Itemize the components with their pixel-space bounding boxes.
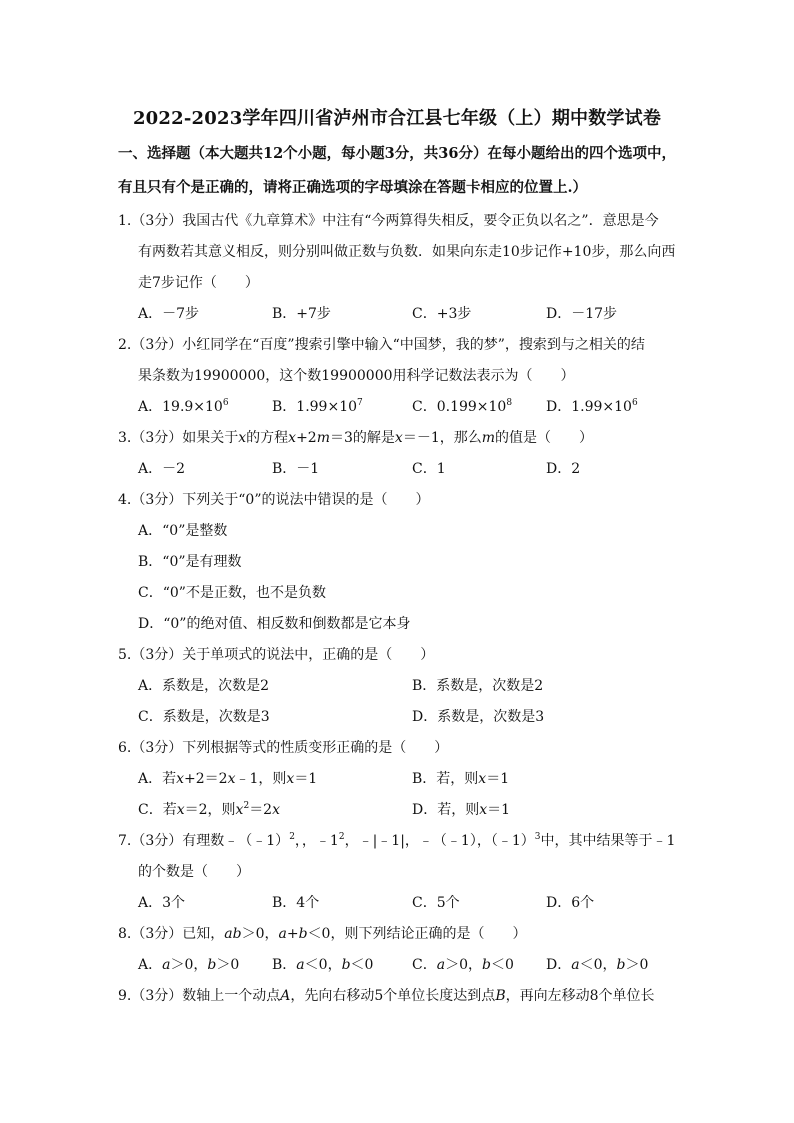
- math-variable: x: [238, 430, 247, 446]
- option-label: C．: [138, 802, 163, 818]
- question-stem-continuation: [0, 268, 794, 299]
- option-label: C．: [412, 895, 437, 911]
- math-variable: x: [227, 771, 236, 787]
- math-variable: b: [207, 957, 217, 973]
- text-segment: ＜0，: [579, 957, 617, 973]
- option-label: B．: [272, 461, 297, 477]
- text-segment: 1.99×10: [571, 399, 632, 415]
- text-segment: ，，﹣1: [294, 833, 339, 849]
- text-segment: 的值是（ ）: [495, 430, 594, 446]
- superscript: 6: [631, 398, 638, 408]
- option-label: C．: [138, 709, 163, 725]
- superscript: 8: [506, 398, 513, 408]
- options-row: [0, 454, 794, 485]
- question-list: [0, 206, 794, 1012]
- math-variable: x: [176, 771, 185, 787]
- text-segment: ＝3的解是: [330, 430, 395, 446]
- text-segment: 19.9×10: [162, 399, 223, 415]
- text-segment: 走7步记作（ ）: [138, 275, 259, 291]
- question-stem: [0, 423, 794, 454]
- option-c: [138, 702, 270, 733]
- exam-title: 2022-2023学年四川省泸州市合江县七年级（上）期中数学试卷: [132, 108, 662, 129]
- options-row: [0, 888, 794, 919]
- superscript: 2: [243, 801, 250, 811]
- options-row: [0, 392, 794, 423]
- text-segment: 中，其中结果等于﹣1: [540, 833, 676, 849]
- options-row: [0, 764, 794, 795]
- question-number: 9.（3分）: [118, 988, 183, 1004]
- text-segment: 0.199×10: [436, 399, 507, 415]
- math-variable: x: [235, 802, 244, 818]
- option-b: [272, 392, 363, 423]
- text-segment: ＝－1，那么: [402, 430, 482, 446]
- math-variable: b: [616, 957, 626, 973]
- option-label: B．: [138, 554, 163, 570]
- text-segment: ＝1: [294, 771, 318, 787]
- text-segment: ＜0: [490, 957, 514, 973]
- option-label: D．: [546, 306, 572, 322]
- section-instructions-line-2: 有且只有个是正确的，请将正确选项的字母填涂在答题卡相应的位置上.）: [118, 179, 588, 196]
- text-segment: 2: [571, 461, 581, 477]
- option-b: [272, 299, 331, 330]
- math-variable: m: [481, 430, 496, 446]
- text-segment: “0”不是正数，也不是负数: [162, 585, 326, 601]
- text-segment: ＞0，: [241, 926, 279, 942]
- option-label: D．: [546, 461, 572, 477]
- text-segment: －2: [162, 461, 186, 477]
- math-variable: x: [394, 430, 403, 446]
- option-b: [412, 671, 543, 702]
- option-d: [546, 454, 580, 485]
- option-a: [138, 671, 269, 702]
- option-label: D．: [138, 616, 164, 632]
- superscript: 7: [357, 398, 363, 408]
- text-segment: 若: [162, 771, 177, 787]
- option-a: [138, 764, 317, 795]
- question-stem: [0, 919, 794, 950]
- text-segment: ，﹣|﹣1|，﹣（﹣1），（﹣1）: [344, 833, 535, 849]
- option-label: C．: [412, 957, 437, 973]
- text-segment: 的方程: [246, 430, 289, 446]
- options-row: [0, 516, 794, 547]
- math-variable: a: [571, 957, 580, 973]
- option-label: B．: [272, 957, 297, 973]
- text-segment: 若，则: [436, 771, 479, 787]
- text-segment: +3步: [436, 306, 472, 322]
- math-variable: x: [479, 802, 488, 818]
- text-segment: +2＝2: [184, 771, 228, 787]
- math-variable: ab: [224, 926, 242, 942]
- option-label: A．: [138, 678, 163, 694]
- math-variable: x: [272, 802, 281, 818]
- question-stem-continuation: [0, 857, 794, 888]
- text-segment: 果条数为19900000，这个数19900000用科学记数法表示为（ ）: [138, 368, 575, 384]
- options-row: [0, 578, 794, 609]
- options-row: [0, 609, 794, 640]
- option-a: [138, 516, 227, 547]
- text-segment: ＜0: [350, 957, 374, 973]
- option-label: A．: [138, 306, 163, 322]
- option-b: [412, 764, 509, 795]
- option-label: C．: [412, 306, 437, 322]
- text-segment: +2: [296, 430, 317, 446]
- option-label: D．: [546, 895, 572, 911]
- text-segment: －1: [296, 461, 320, 477]
- option-label: D．: [546, 957, 572, 973]
- math-variable: a: [278, 926, 287, 942]
- text-segment: 已知，: [182, 926, 225, 942]
- options-row: [0, 299, 794, 330]
- text-segment: 下列关于“0”的说法中错误的是（ ）: [182, 492, 430, 508]
- text-segment: ＝2，则: [184, 802, 236, 818]
- text-segment: ，再向左移动8个单位长: [505, 988, 655, 1004]
- question-stem: [0, 640, 794, 671]
- question-stem-continuation: [0, 237, 794, 268]
- question-number: 4.（3分）: [118, 492, 183, 508]
- option-a: [138, 950, 239, 981]
- text-segment: －17步: [571, 306, 618, 322]
- option-c: [412, 454, 446, 485]
- text-segment: ＝1: [487, 802, 511, 818]
- option-label: C．: [138, 585, 163, 601]
- option-a: [138, 392, 229, 423]
- option-label: C．: [412, 399, 437, 415]
- option-c: [412, 950, 514, 981]
- math-variable: a: [162, 957, 171, 973]
- option-c: [138, 795, 280, 826]
- option-label: D．: [412, 802, 438, 818]
- text-segment: －7步: [162, 306, 200, 322]
- text-segment: ＜0，则下列结论正确的是（ ）: [307, 926, 527, 942]
- superscript: 3: [534, 832, 541, 842]
- text-segment: 系数是，次数是2: [436, 678, 544, 694]
- text-segment: 1: [436, 461, 446, 477]
- superscript: 2: [338, 832, 345, 842]
- option-label: A．: [138, 461, 163, 477]
- options-row: [0, 950, 794, 981]
- text-segment: 小红同学在“百度”搜索引擎中输入“中国梦，我的梦”，搜索到与之相关的结: [182, 337, 645, 353]
- option-d: [412, 702, 544, 733]
- option-c: [412, 392, 512, 423]
- section-instructions-line-1: 一、选择题（本大题共12个小题，每小题3分，共36分）在每小题给出的四个选项中，: [118, 145, 676, 162]
- option-d: [546, 392, 638, 423]
- question-number: 3.（3分）: [118, 430, 183, 446]
- options-row: [0, 547, 794, 578]
- text-segment: “0”是整数: [162, 523, 228, 539]
- option-label: D．: [412, 709, 438, 725]
- option-label: B．: [272, 895, 297, 911]
- text-segment: 数轴上一个动点: [182, 988, 281, 1004]
- option-label: A．: [138, 523, 163, 539]
- question-number: 6.（3分）: [118, 740, 183, 756]
- math-variable: a: [436, 957, 446, 973]
- text-segment: ＞0: [216, 957, 240, 973]
- question-stem: [0, 485, 794, 516]
- math-variable: x: [478, 771, 487, 787]
- math-variable: m: [316, 430, 330, 446]
- text-segment: ＞0: [625, 957, 649, 973]
- text-segment: 4个: [296, 895, 320, 911]
- question-stem: [0, 981, 794, 1012]
- math-variable: b: [341, 957, 351, 973]
- text-segment: 如果关于: [182, 430, 239, 446]
- option-label: B．: [272, 399, 297, 415]
- option-label: A．: [138, 399, 163, 415]
- option-a: [138, 888, 185, 919]
- option-label: B．: [412, 678, 437, 694]
- text-segment: 的个数是（ ）: [138, 864, 250, 880]
- math-variable: x: [288, 430, 297, 446]
- question-number: 1.（3分）: [118, 213, 183, 229]
- text-segment: 下列根据等式的性质变形正确的是（ ）: [182, 740, 449, 756]
- option-d: [546, 888, 594, 919]
- math-variable: b: [298, 926, 308, 942]
- text-segment: ＝1: [486, 771, 510, 787]
- option-c: [138, 578, 326, 609]
- question-stem: [0, 826, 794, 857]
- question-number: 2.（3分）: [118, 337, 183, 353]
- question-stem-continuation: [0, 361, 794, 392]
- text-segment: ﹣1，则: [235, 771, 287, 787]
- superscript: 2: [289, 832, 295, 842]
- text-segment: “0”是有理数: [162, 554, 242, 570]
- option-b: [272, 950, 373, 981]
- text-segment: ＞0，: [170, 957, 208, 973]
- option-label: A．: [138, 771, 163, 787]
- options-row: [0, 702, 794, 733]
- text-segment: 有两数若其意义相反，则分别叫做正数与负数．如果向东走10步记作+10步，那么向西: [138, 244, 676, 260]
- option-b: [138, 547, 242, 578]
- option-label: A．: [138, 957, 163, 973]
- option-d: [546, 950, 648, 981]
- math-variable: B: [495, 988, 506, 1004]
- math-variable: x: [286, 771, 295, 787]
- text-segment: 有理数﹣（﹣1）: [182, 833, 290, 849]
- math-variable: A: [280, 988, 291, 1004]
- text-segment: 系数是，次数是2: [162, 678, 270, 694]
- text-segment: +: [286, 926, 299, 942]
- text-segment: “0”的绝对值、相反数和倒数都是它本身: [163, 616, 411, 632]
- question-number: 7.（3分）: [118, 833, 183, 849]
- option-b: [272, 454, 319, 485]
- question-number: 5.（3分）: [118, 647, 183, 663]
- text-segment: 5个: [436, 895, 460, 911]
- math-variable: x: [176, 802, 185, 818]
- option-d: [412, 795, 510, 826]
- option-a: [138, 454, 185, 485]
- question-stem: [0, 330, 794, 361]
- option-b: [272, 888, 319, 919]
- math-variable: b: [482, 957, 491, 973]
- text-segment: 若，则: [437, 802, 480, 818]
- superscript: 6: [222, 398, 229, 408]
- question-stem: [0, 206, 794, 237]
- text-segment: 1.99×10: [296, 399, 358, 415]
- text-segment: ＞0，: [445, 957, 482, 973]
- text-segment: 6个: [571, 895, 595, 911]
- option-label: B．: [272, 306, 297, 322]
- text-segment: 我国古代《九章算术》中注有“今两算得失相反，要令正负以名之”．意思是今: [182, 213, 659, 229]
- option-a: [138, 299, 199, 330]
- option-label: C．: [412, 461, 437, 477]
- option-d: [546, 299, 617, 330]
- option-label: D．: [546, 399, 572, 415]
- option-c: [412, 299, 471, 330]
- text-segment: ，先向右移动5个单位长度达到点: [290, 988, 496, 1004]
- text-segment: 若: [162, 802, 177, 818]
- text-segment: 关于单项式的说法中，正确的是（ ）: [182, 647, 435, 663]
- option-c: [412, 888, 460, 919]
- options-row: [0, 795, 794, 826]
- text-segment: 系数是，次数是3: [437, 709, 545, 725]
- text-segment: ＝2: [249, 802, 273, 818]
- option-d: [138, 609, 410, 640]
- question-stem: [0, 733, 794, 764]
- text-segment: 系数是，次数是3: [162, 709, 270, 725]
- question-number: 8.（3分）: [118, 926, 183, 942]
- option-label: B．: [412, 771, 437, 787]
- text-segment: +7步: [296, 306, 331, 322]
- options-row: [0, 671, 794, 702]
- option-label: A．: [138, 895, 163, 911]
- text-segment: 3个: [162, 895, 186, 911]
- math-variable: a: [296, 957, 305, 973]
- text-segment: ＜0，: [304, 957, 342, 973]
